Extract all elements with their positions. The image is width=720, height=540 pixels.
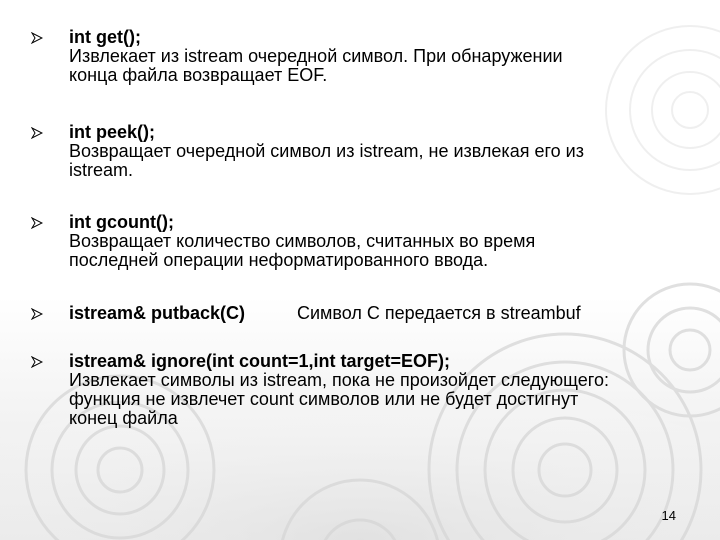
method-signature: istream& ignore(int count=1,int target=EOF); (69, 351, 451, 371)
method-signature: int peek(); (69, 122, 156, 142)
description-line: конца файла возвращает EOF. (69, 65, 328, 85)
description-line: Извлекает символы из istream, пока не произойдет следующего: (69, 370, 609, 390)
arrowhead-bullet-icon (31, 356, 43, 368)
description-line: конец файла (69, 408, 178, 428)
list-item-text (69, 28, 689, 85)
description-line: функция не извлечет count символов или не будет достигнут (69, 389, 579, 409)
arrowhead-bullet-icon (31, 127, 43, 139)
arrowhead-bullet-icon (31, 308, 43, 320)
list-item-text (69, 352, 689, 428)
arrowhead-bullet-icon (31, 217, 43, 229)
arrowhead-bullet-icon (31, 32, 43, 44)
list-item-text (69, 213, 689, 270)
list-item-text (69, 123, 689, 180)
description-line: Возвращает очередной символ из istream, не извлекая его из (69, 141, 584, 161)
page-number: 14 (661, 508, 676, 523)
description-line: istream. (69, 160, 134, 180)
list-item-text (69, 304, 689, 323)
method-signature: istream& putback(C) (69, 303, 246, 323)
description-line: последней операции неформатированного ввода. (69, 250, 489, 270)
method-signature: int get(); (69, 27, 141, 47)
description-line: Извлекает из istream очередной символ. При обнаружении (69, 46, 563, 66)
description-inline: Символ C передается в streambuf (297, 303, 581, 323)
description-line: Возвращает количество символов, считанных во время (69, 231, 536, 251)
method-signature: int gcount(); (69, 212, 174, 232)
